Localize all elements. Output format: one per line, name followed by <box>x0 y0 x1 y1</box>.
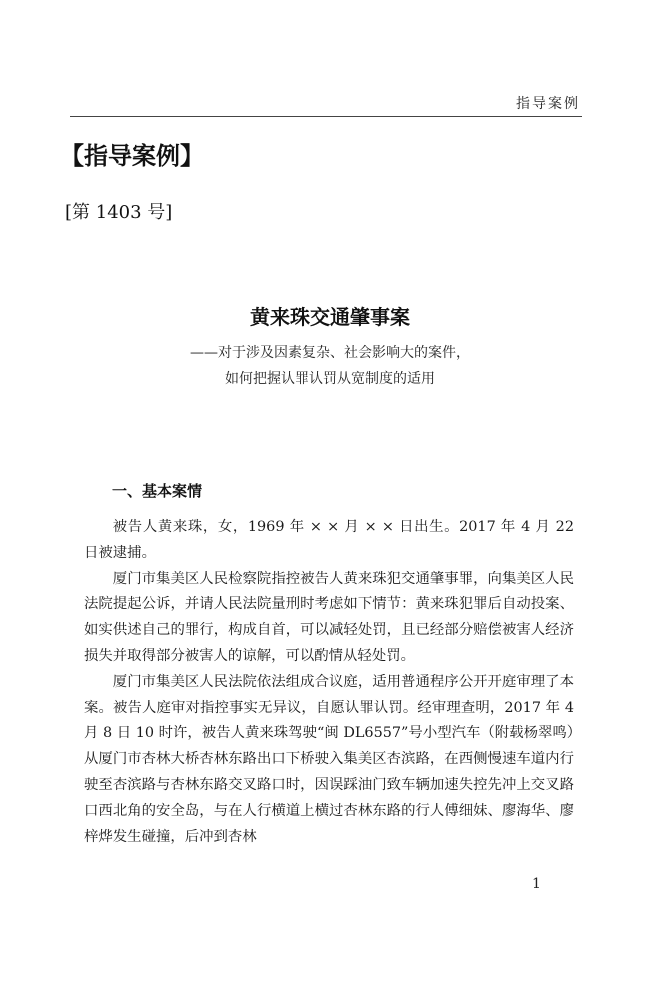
subtitle-line-2: 如何把握认罪认罚从宽制度的适用 <box>225 371 435 387</box>
subtitle-line-1: ——对于涉及因素复杂、社会影响大的案件， <box>190 345 470 361</box>
body-text <box>84 515 574 850</box>
case-number: [第 1403 号] <box>65 202 173 223</box>
paragraph: 被告人黄来珠，女，1969 年 × × 月 × × 日出生。2017 年 4 月 22 日被逮捕。 <box>84 519 574 561</box>
section-heading: 一、基本案情 <box>112 482 203 500</box>
header-divider <box>70 116 582 117</box>
paragraph: 厦门市集美区人民检察院指控被告人黄来珠犯交通肇事罪，向集美区人民法院提起公诉，并请人民法院量刑时考虑如下情节：黄来珠犯罪后自动投案、如实供述自己的罪行，构成自首，可以减轻处罚，且已经部分赔偿被害人经济损失并取得部分被害人的谅解，可以酌情从轻处罚。 <box>84 570 574 664</box>
paragraph: 厦门市集美区人民法院依法组成合议庭，适用普通程序公开开庭审理了本案。被告人庭审对指控事实无异议，自愿认罪认罚。经审理查明，2017 年 4 月 8 日 10 时许，被告人黄来珠驾驶“闽 DL6557”号小型汽车（附载杨翠鸣）从厦门市杏林大桥杏林东路出口下桥驶入集美区杏滨路，在西侧慢速车道内行驶至杏滨路与杏林东路交叉路口时，因误踩油门致车辆加速失控先冲上交叉路口西北角的安全岛，与在人行横道上横过杏林东路的行人傅细妹、廖海华、廖梓烨发生碰撞，后冲到杏林 <box>84 673 574 845</box>
case-title: 黄来珠交通肇事案 <box>250 305 410 329</box>
page-number: 1 <box>532 876 541 892</box>
section-label: 【指导案例】 <box>60 142 204 170</box>
running-head: 指导案例 <box>516 96 580 112</box>
